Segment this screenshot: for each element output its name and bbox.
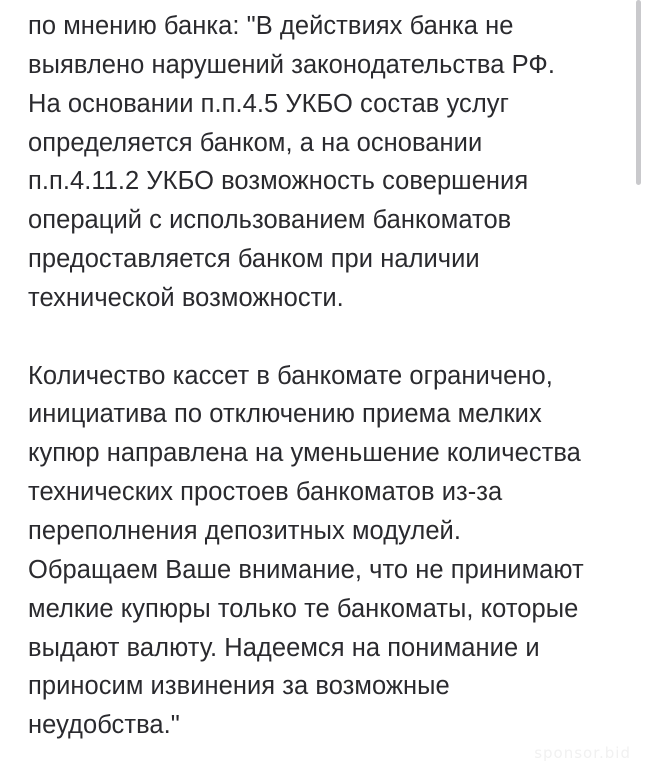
text-line: Обращаем Ваше внимание, что не принимают [28,555,584,584]
text-line: инициатива по отключению приема мелких [28,400,542,429]
text-line: неудобства." [28,711,180,740]
text-line: Количество кассет в банкомате ограничено, [28,361,553,390]
text-line: мелкие купюры только те банкоматы, которые [28,594,579,623]
text-line: технических простоев банкоматов из-за [28,478,503,507]
text-line: выдают валюту. Надеемся на понимание и [28,633,540,662]
text-line: выявлено нарушений законодательства РФ. [28,50,555,79]
text-line: определяется банком, а на основании [28,128,483,157]
text-line: п.п.4.11.2 УКБО возможность совершения [28,167,529,196]
text-line: операций с использованием банкоматов [28,206,512,235]
text-line: На основании п.п.4.5 УКБО состав услуг [28,89,509,118]
paragraph-gap [28,318,628,357]
text-line: купюр направлена на уменьшение количества [28,439,581,468]
text-line: по мнению банка: "В действиях банка не [28,12,514,40]
scrollbar-thumb[interactable] [636,0,641,185]
text-line: технической возможности. [28,283,344,312]
message-text-block [28,7,628,745]
text-line: приносим извинения за возможные [28,672,450,701]
watermark: sponsor.bid [534,744,631,762]
text-line: переполнения депозитных модулей. [28,516,461,545]
text-line: предоставляется банком при наличии [28,245,480,274]
